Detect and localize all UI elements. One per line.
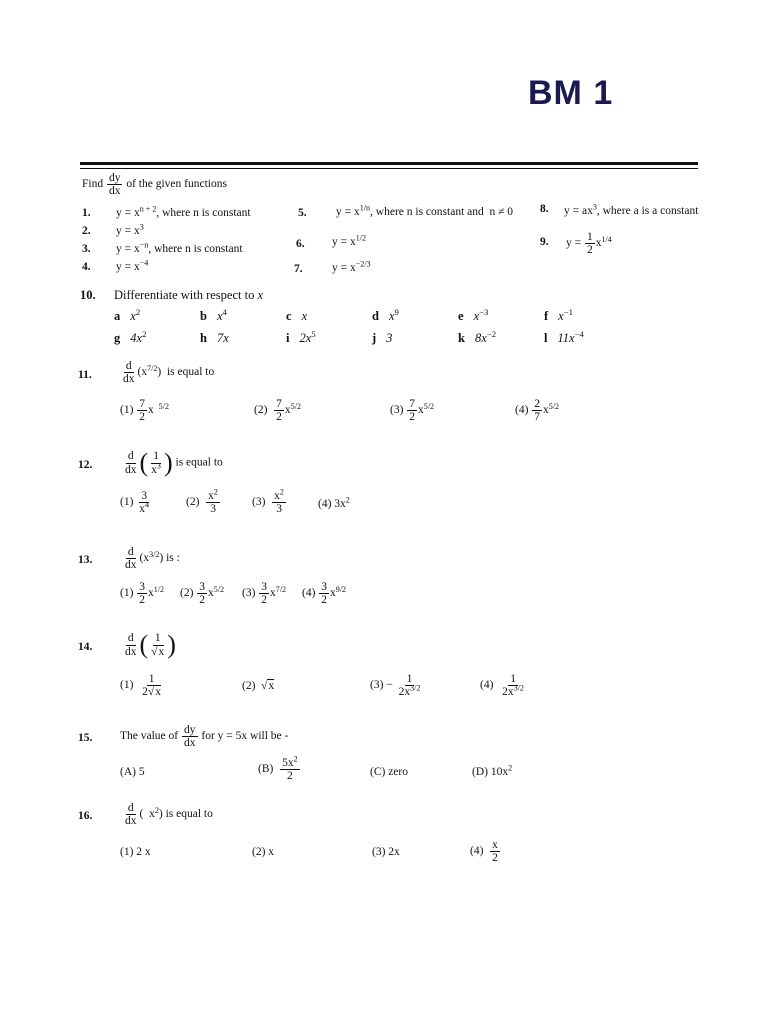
q10-item-d: d $x^9$ bbox=[372, 307, 399, 323]
q2-expression: $y = x^3$ bbox=[116, 222, 144, 237]
q11-option-2[interactable]: (2) $\frac{7}{2}$ $x^{5/2}$ bbox=[254, 398, 301, 424]
q10-item-a: a $x^2$ bbox=[114, 307, 141, 323]
q14-question: $\frac{d}{dx}$ ( $\frac{1}{√x}$ ) bbox=[125, 630, 176, 659]
q1-number: 1. bbox=[82, 207, 91, 219]
q10-item-f: f $x^{-1}$ bbox=[544, 307, 574, 323]
q15-option-b[interactable]: (B) $\frac{5x^2}{2}$ bbox=[258, 754, 298, 783]
divider-thin bbox=[80, 168, 698, 169]
q14-option-1[interactable]: (1) $\frac{1}{2√x}$ bbox=[120, 673, 161, 699]
q5-expression: $y = x^{1/n}$, where n is constant and n ≠ 0 bbox=[336, 203, 514, 218]
dy-dx-fraction: $\frac{dy}{dx}$ bbox=[108, 172, 121, 198]
q10-item-b: b $x^4$ bbox=[200, 307, 227, 323]
divider-thick bbox=[80, 162, 698, 165]
q14-option-4[interactable]: (4) $\frac{1}{2x^{3/2}}$ bbox=[480, 673, 524, 699]
q7-expression: $y = x^{-2/3}$ bbox=[332, 259, 371, 274]
q7-number: 7. bbox=[294, 263, 303, 275]
q15-number: 15. bbox=[78, 732, 93, 744]
q10-item-h: h 7x bbox=[200, 331, 229, 345]
q11-question: $\frac{d}{dx}$ $(x^{7/2})$ is equal to bbox=[123, 360, 215, 386]
q16-question: $\frac{d}{dx}$ ( $x^2$) is equal to bbox=[125, 802, 213, 828]
q6-expression: $y = x^{1/2}$ bbox=[332, 233, 367, 248]
q16-option-4[interactable]: (4) $\frac{x}{2}$ bbox=[470, 839, 498, 865]
q16-option-3[interactable]: (3) 2x bbox=[372, 846, 400, 858]
q12-option-3[interactable]: (3) $\frac{x^2}{3}$ bbox=[252, 487, 284, 516]
q11-option-3[interactable]: (3) $\frac{7}{2}$ $x^{5/2}$ bbox=[390, 398, 435, 424]
q15-option-d[interactable]: (D) $10x^2$ bbox=[472, 763, 513, 778]
q10-item-j: j 3 bbox=[372, 331, 393, 345]
intro-line: Find $\frac{dy}{dx}$ of the given functions bbox=[82, 172, 227, 198]
q12-option-4[interactable]: (4) $3x^2$ bbox=[318, 495, 350, 510]
q10-item-i: i $2x^5$ bbox=[286, 329, 316, 345]
page-title: BM 1 bbox=[528, 74, 614, 112]
q10-item-l: l $11x^{-4}$ bbox=[544, 329, 584, 345]
q10-item-e: e $x^{-3}$ bbox=[458, 307, 489, 323]
q16-number: 16. bbox=[78, 810, 93, 822]
q8-expression: $y = ax^3$, where a is a constant bbox=[564, 202, 699, 217]
q15-option-a[interactable]: (A) 5 bbox=[120, 766, 145, 778]
q8-number: 8. bbox=[540, 203, 549, 215]
q14-option-2[interactable]: (2) √x bbox=[242, 680, 275, 692]
q10-number: 10. bbox=[80, 288, 96, 302]
q6-number: 6. bbox=[296, 238, 305, 250]
q13-option-1[interactable]: (1) $\frac{3}{2}$ $x^{1/2}$ bbox=[120, 581, 165, 607]
q1-expression: $y = x^{n + 2}$, where n is constant bbox=[116, 204, 251, 219]
q13-option-2[interactable]: (2) $\frac{3}{2}$ $x^{5/2}$ bbox=[180, 581, 225, 607]
q4-number: 4. bbox=[82, 261, 91, 273]
q9-expression: y = $\frac{1}{2}$ $x^{1/4}$ bbox=[566, 231, 612, 257]
q16-option-1[interactable]: (1) 2 x bbox=[120, 846, 151, 858]
q3-expression: $y = x^{-n}$, where n is constant bbox=[116, 240, 243, 255]
q11-number: 11. bbox=[78, 369, 92, 381]
q15-option-c[interactable]: (C) zero bbox=[370, 766, 408, 778]
q10-item-c: c x bbox=[286, 309, 308, 323]
q12-number: 12. bbox=[78, 459, 93, 471]
q13-question: $\frac{d}{dx}$ $(x^{3/2})$ is : bbox=[125, 546, 180, 572]
q10-text: Differentiate with respect to x bbox=[114, 288, 264, 302]
q2-number: 2. bbox=[82, 225, 91, 237]
q14-number: 14. bbox=[78, 641, 93, 653]
q4-expression: $y = x^{-4}$ bbox=[116, 258, 149, 273]
q3-number: 3. bbox=[82, 243, 91, 255]
q13-option-3[interactable]: (3) $\frac{3}{2}$ $x^{7/2}$ bbox=[242, 581, 287, 607]
q15-question: The value of $\frac{dy}{dx}$ for y = 5x will be - bbox=[120, 724, 289, 750]
q12-question: $\frac{d}{dx}$ ( $\frac{1}{x^3}$ ) is equal to bbox=[125, 448, 223, 477]
q12-option-1[interactable]: (1) $\frac{3}{x^4}$ bbox=[120, 490, 150, 516]
q16-option-2[interactable]: (2) x bbox=[252, 846, 275, 858]
q13-option-4[interactable]: (4) $\frac{3}{2}$ $x^{9/2}$ bbox=[302, 581, 347, 607]
q5-number: 5. bbox=[298, 207, 307, 219]
q14-option-3[interactable]: (3) − $\frac{1}{2x^{3/2}}$ bbox=[370, 673, 421, 699]
q13-number: 13. bbox=[78, 554, 93, 566]
q11-option-1[interactable]: (1) $\frac{7}{2}$ x $^{5/2}$ bbox=[120, 398, 169, 424]
q11-option-4[interactable]: (4) $\frac{2}{7}$ $x^{5/2}$ bbox=[515, 398, 560, 424]
q9-number: 9. bbox=[540, 236, 549, 248]
q12-option-2[interactable]: (2) $\frac{x^2}{3}$ bbox=[186, 487, 218, 516]
q10-item-k: k $8x^{-2}$ bbox=[458, 329, 497, 345]
q10-item-g: g $4x^2$ bbox=[114, 329, 147, 345]
